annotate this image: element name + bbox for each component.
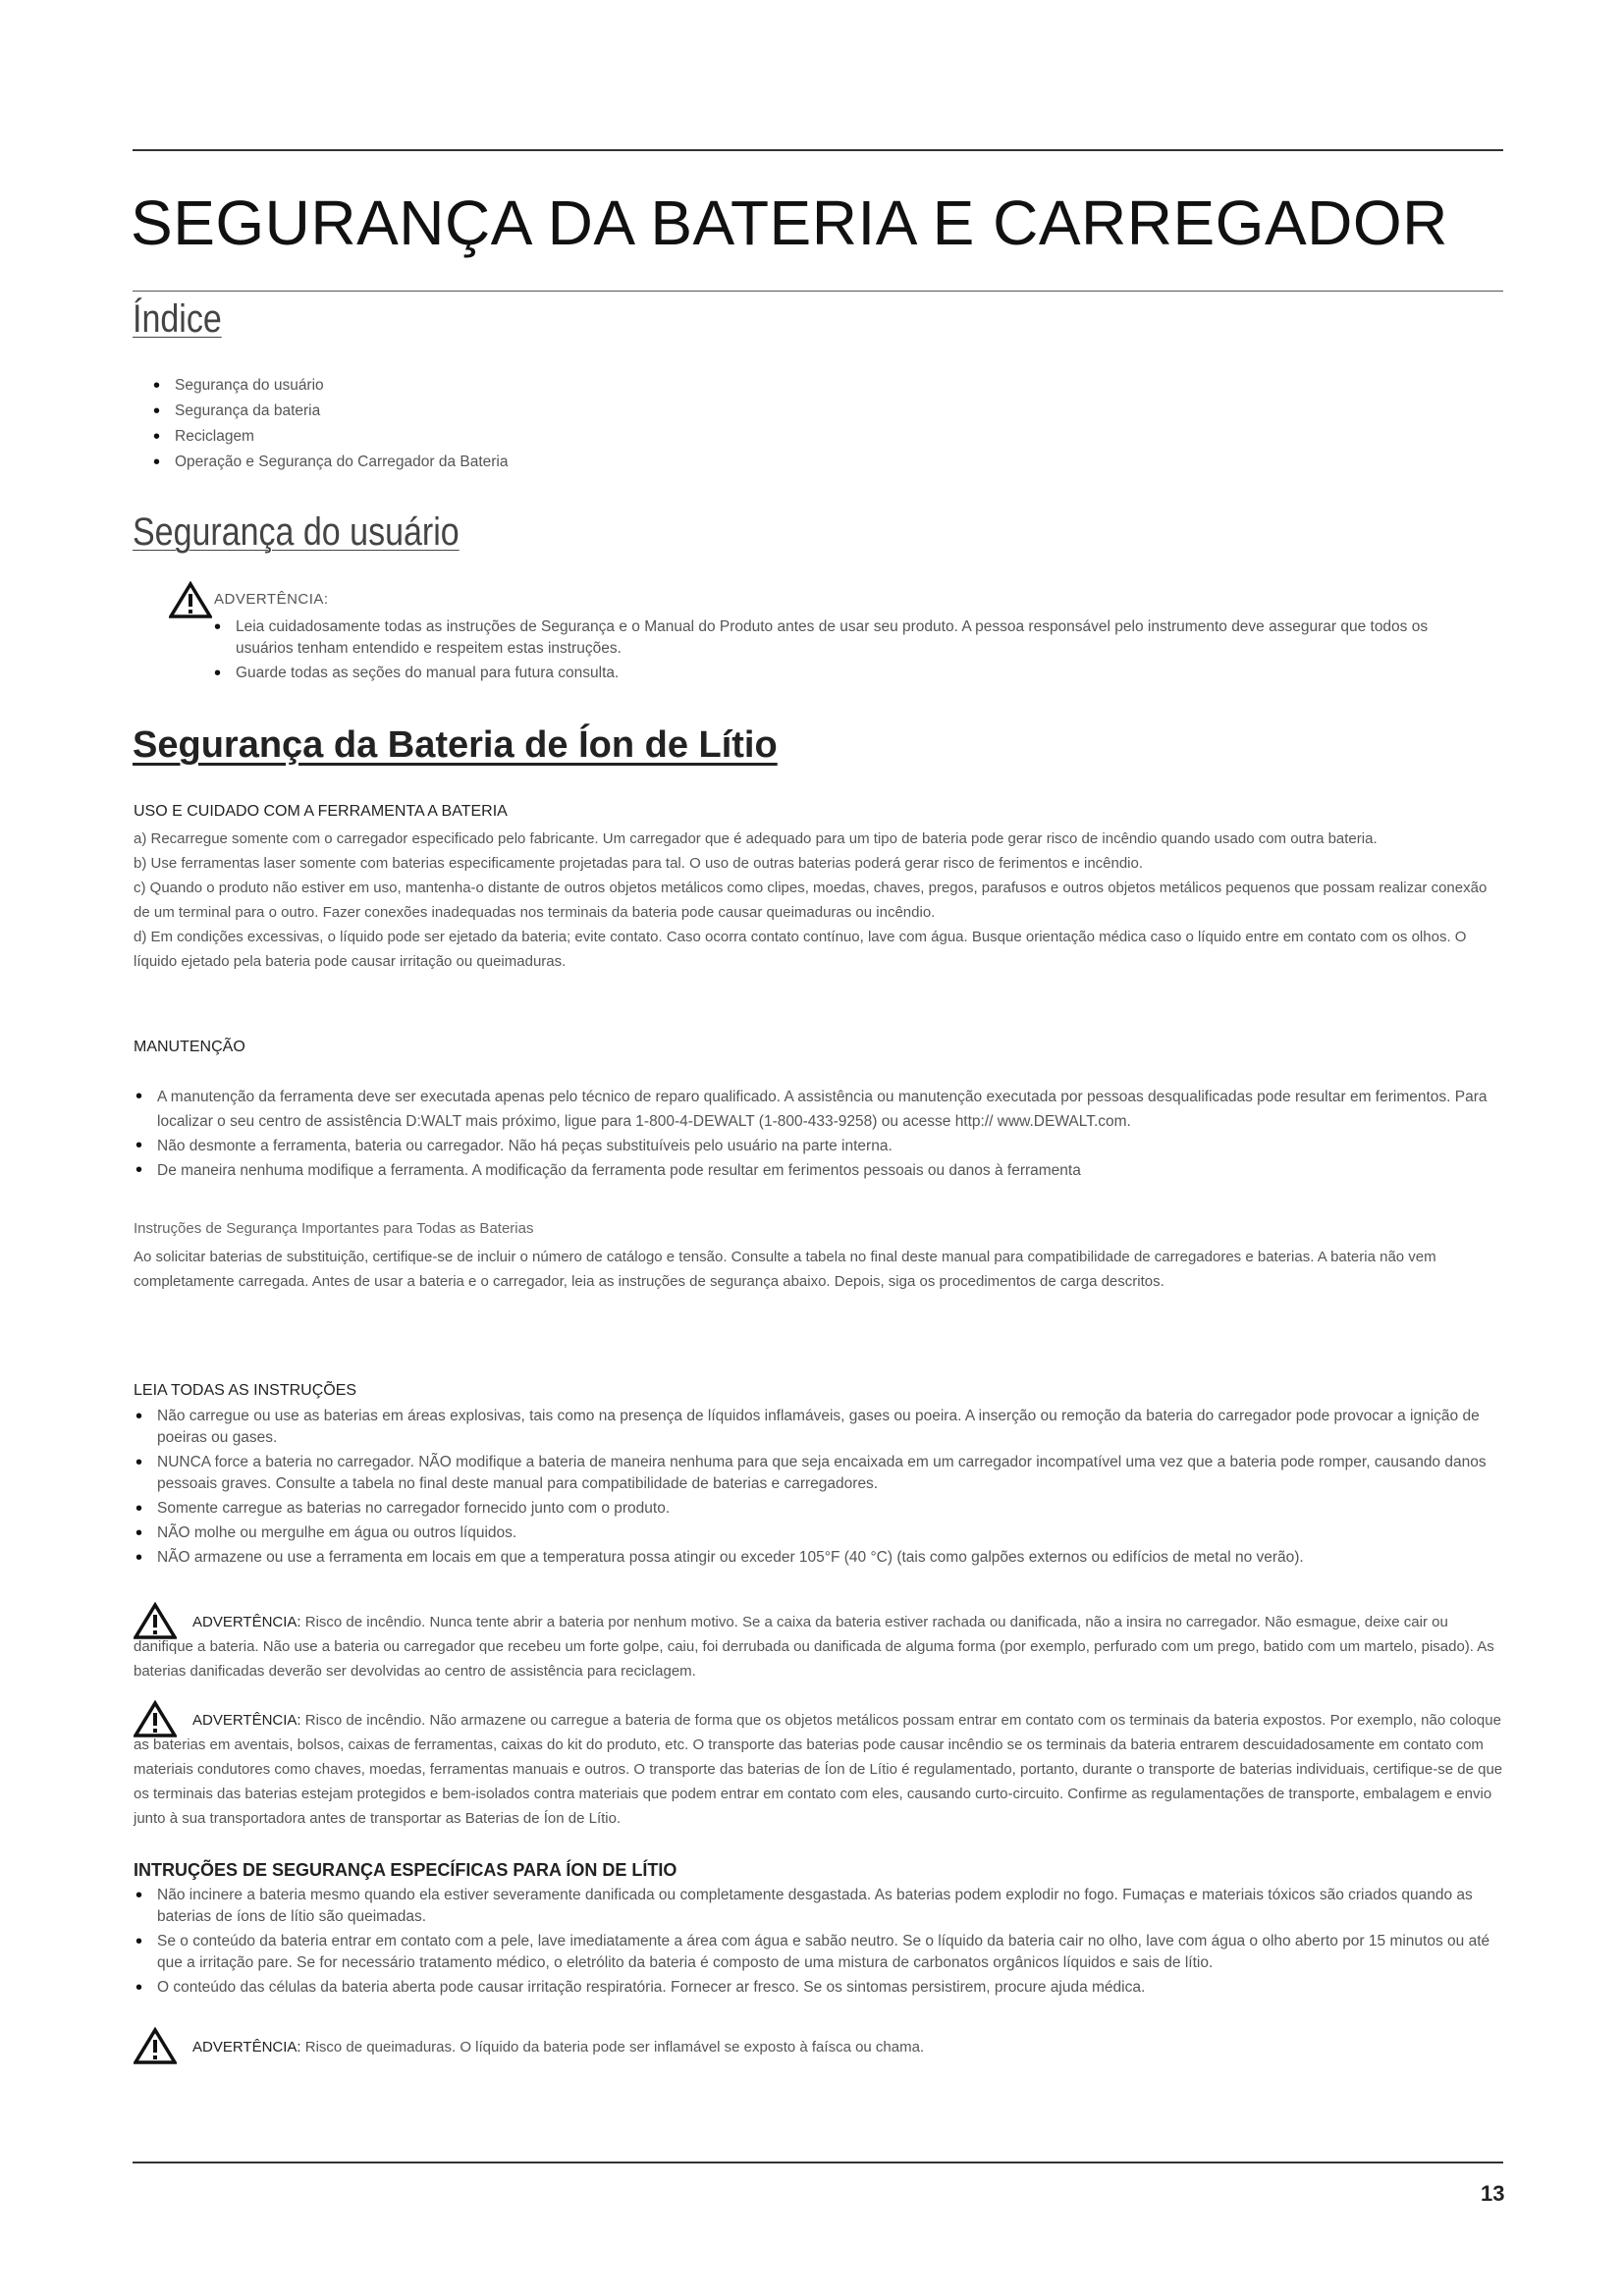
warning-text: Risco de incêndio. Não armazene ou carregue a bateria de forma que os objetos metálicos possam entrar em contato com os terminais da bateria expostos. Por exemplo, não coloque as baterias em aventais, bolsos, caixas de ferramentas, caixas do kit do produto, etc. O transporte das baterias pode causar incêndio se os terminais da bateria entrarem descuidadosamente em contato com materiais condutores como chaves, moedas, ferramentas manuais e outros. O transporte das baterias de Íon de Lítio é regulamentado, portanto, durante o transporte de baterias individuais, certifique-se de que os terminais das baterias estejam protegidos e bem-isolados contra materiais que podem entrar em contato com eles, causando curto-circuito. Confirme as regulamentações de transporte, embalagem e envio junto à sua transportadora antes de transportar as Baterias de Íon de Lítio. [134,1712,1503,1827]
maintenance-list [134,1085,1504,1183]
index-list [151,373,509,475]
index-item: • Operação e Segurança do Carregador da Bateria [151,450,509,475]
page-number: 13 [1481,2181,1505,2206]
index-item: • Segurança do usuário [151,373,509,399]
index-item: • Reciclagem [151,424,509,450]
maintenance-item: • Não desmonte a ferramenta, bateria ou carregador. Não há peças substituíveis pelo usuário na parte interna. [134,1134,1504,1158]
warning-burn-block [134,2035,1504,2059]
read-all-item: • Não carregue ou use as baterias em áreas explosivas, tais como na presença de líquidos inflamáveis, gases ou poeira. A inserção ou remoção da bateria do carregador pode provocar a ignição de poeiras ou gases. [134,1406,1504,1449]
user-safety-heading: Segurança do usuário [133,510,460,554]
warning-text: Risco de queimaduras. O líquido da bateria pode ser inflamável se exposto à faísca ou chama. [300,2039,925,2056]
top-rule [133,149,1503,151]
lithium-specific-item: • Se o conteúdo da bateria entrar em contato com a pele, lave imediatamente a área com água e sabão neutro. Se o líquido da bateria cair no olho, lave com água o olho aberto por 15 minutos ou até que a irritação pare. Se for necessário tratamento médico, o eletrólito da bateria é composto de uma mistura de carbonatos orgânicos líquidos e sais de lítio. [134,1931,1504,1974]
user-warning-item: • Leia cuidadosamente todas as instruções de Segurança e o Manual do Produto antes de usar seu produto. A pessoa responsável pelo instrumento deve assegurar que todos os usuários tenham entendido e respeitem estas instruções. [212,616,1489,660]
warning-fire-block [134,1610,1504,1683]
maintenance-item: • De maneira nenhuma modifique a ferramenta. A modificação da ferramenta pode resultar em ferimentos pessoais ou danos à ferramenta [134,1158,1504,1183]
use-care-paragraph: d) Em condições excessivas, o líquido pode ser ejetado da bateria; evite contato. Caso ocorra contato contínuo, lave com água. Busque orientação médica caso o líquido entre em contato com os olhos. O líquido ejetado pela bateria pode causar irritação ou queimaduras. [134,929,1467,970]
important-instructions-text: Ao solicitar baterias de substituição, certifique-se de incluir o número de catálogo e tensão. Consulte a tabela no final deste manual para compatibilidade de carregadores e baterias. A bateria não vem completamente carregada. Antes de usar a bateria e o carregador, leia as instruções de segurança abaixo. Depois, siga os procedimentos de carga descritos. [134,1249,1436,1290]
user-warning-item: • Guarde todas as seções do manual para futura consulta. [212,663,1489,684]
index-item: • Segurança da bateria [151,399,509,424]
read-all-item: • NUNCA force a bateria no carregador. NÃO modifique a bateria de maneira nenhuma para que seja encaixada em um carregador incompatível uma vez que a bateria pode romper, causando danos pessoais graves. Consulte a tabela no final deste manual para compatibilidade de baterias e carregadores. [134,1452,1504,1495]
warning-triangle-icon [134,2027,177,2064]
warning-triangle-icon [169,581,212,618]
warning-title: ADVERTÊNCIA: [192,1614,301,1630]
read-all-label: LEIA TODAS AS INSTRUÇÕES [134,1382,357,1399]
lithium-specific-item: • O conteúdo das células da bateria aberta pode causar irritação respiratória. Fornecer ar fresco. Se os sintomas persistirem, procure ajuda médica. [134,1977,1504,1999]
battery-safety-heading: Segurança da Bateria de Íon de Lítio [133,724,778,766]
warning-triangle-icon [134,1602,177,1639]
lithium-specific-list [134,1885,1504,2002]
use-care-block [134,827,1504,974]
index-heading: Índice [133,297,222,341]
warning-triangle-icon [134,1700,177,1737]
warning-storage-block [134,1708,1504,1831]
page-title: SEGURANÇA DA BATERIA E CARREGADOR [131,187,1448,258]
read-all-item: • NÃO armazene ou use a ferramenta em locais em que a temperatura possa atingir ou exceder 105°F (40 °C) (tais como galpões externos ou edifícios de metal no verão). [134,1547,1504,1569]
warning-title: ADVERTÊNCIA: [192,1712,301,1729]
lithium-specific-label: INTRUÇÕES DE SEGURANÇA ESPECÍFICAS PARA ÍON DE LÍTIO [134,1860,677,1880]
lithium-specific-item: • Não incinere a bateria mesmo quando ela estiver severamente danificada ou completamente desgastada. As baterias podem explodir no fogo. Fumaças e materiais tóxicos são criados quando as baterias de íons de lítio são queimadas. [134,1885,1504,1928]
user-warning-list [212,616,1489,687]
use-care-label: USO E CUIDADO COM A FERRAMENTA A BATERIA [134,803,508,820]
warning-text: Risco de incêndio. Nunca tente abrir a bateria por nenhum motivo. Se a caixa da bateria estiver rachada ou danificada, não a insira no carregador. Não esmague, deixe cair ou danifique a bateria. Não use a bateria ou carregador que recebeu um forte golpe, caiu, foi derrubada ou danificada de alguma forma (por exemplo, perfurado com um prego, batido com um martelo, pisado). As baterias danificadas deverão ser devolvidas ao centro de assistência para reciclagem. [134,1614,1494,1680]
maintenance-item: • A manutenção da ferramenta deve ser executada apenas pelo técnico de reparo qualificado. A assistência ou manutenção executada por pessoas desqualificadas pode resultar em ferimentos. Para localizar o seu centro de assistência D:WALT mais próximo, ligue para 1-800-4-DEWALT (1-800-433-9258) ou acesse http:// www.DEWALT.com. [134,1085,1504,1134]
bottom-rule [133,2162,1503,2163]
read-all-item: • Somente carregue as baterias no carregador fornecido junto com o produto. [134,1498,1504,1520]
use-care-paragraph: c) Quando o produto não estiver em uso, mantenha-o distante de outros objetos metálicos como clipes, moedas, chaves, pregos, parafusos e outros objetos metálicos pequenos que possam realizar conexão de um terminal para o outro. Fazer conexões inadequadas nos terminais da bateria pode causar queimaduras ou incêndio. [134,880,1488,921]
important-instructions-label: Instruções de Segurança Importantes para Todas as Baterias [134,1220,534,1237]
warning-title: ADVERTÊNCIA: [192,2039,301,2056]
title-rule [133,291,1503,292]
maintenance-label: MANUTENÇÃO [134,1039,245,1055]
use-care-paragraph: a) Recarregue somente com o carregador especificado pelo fabricante. Um carregador que é adequado para um tipo de bateria pode gerar risco de incêndio quando usado com outra bateria. [134,830,1378,847]
read-all-list [134,1406,1504,1572]
warning-label: ADVERTÊNCIA: [214,591,329,608]
use-care-paragraph: b) Use ferramentas laser somente com baterias especificamente projetadas para tal. O uso de outras baterias poderá gerar risco de ferimentos e incêndio. [134,855,1144,872]
read-all-item: • NÃO molhe ou mergulhe em água ou outros líquidos. [134,1522,1504,1544]
